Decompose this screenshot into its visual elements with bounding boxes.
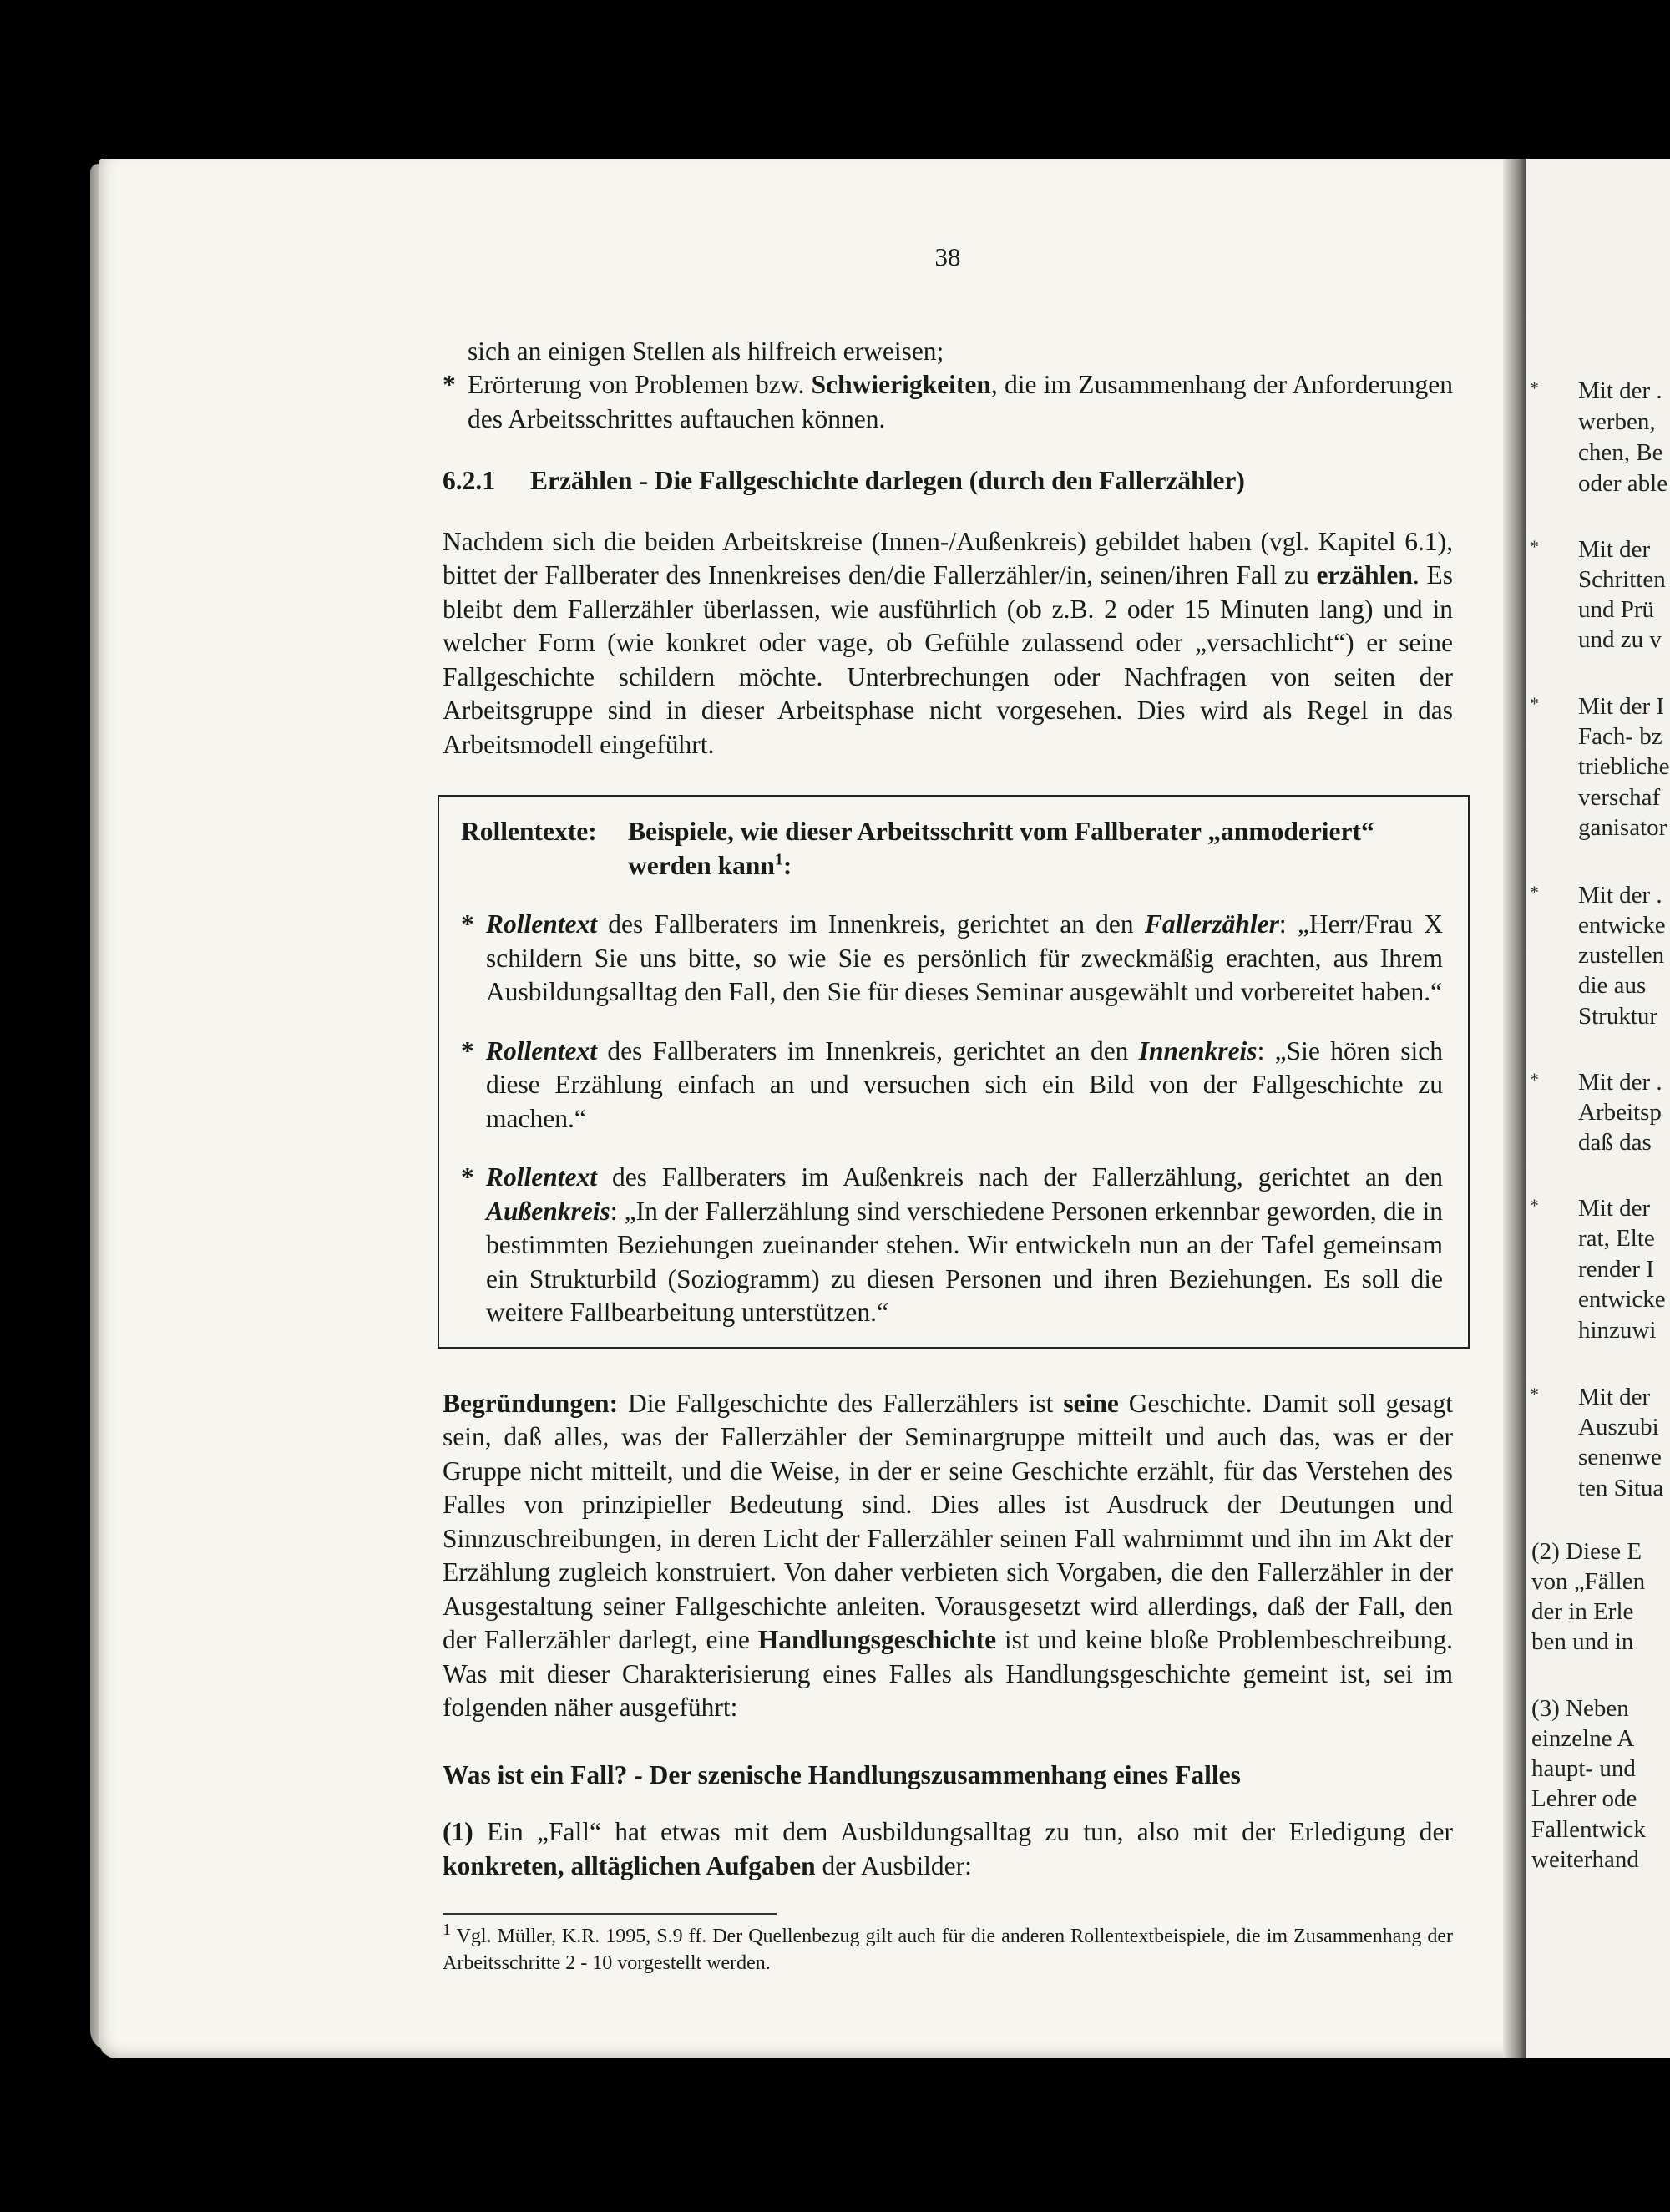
- box-title: Beispiele, wie dieser Arbeitsschritt vom Fallberater „anmoderiert“ werden kann$^1$:: [628, 817, 1374, 880]
- facing-page-line: werben,: [1578, 408, 1656, 435]
- rollentext-target: Fallerzähler: [1144, 909, 1279, 939]
- subheading: Was ist ein Fall? - Der szenische Handlungszusammenhang eines Falles: [443, 1759, 1241, 1789]
- facing-page-line: Fach- bz: [1578, 723, 1662, 750]
- facing-page-line: verschaf: [1578, 784, 1661, 811]
- facing-page-line: zustellen: [1578, 942, 1665, 969]
- rollentext-item: * Rollentext des Fallberaters im Außenkreis nach der Fallerzählung, gerichtet an den Außenkreis: „In der Fallerzählung sind verschiedene Personen erkennbar geworden, die in bestimmten Beziehungen zueinander stehen. Wir entwickeln nun an der Tafel gemeinsam ein Strukturbild (Soziogramm) zu diesen Personen und ihren Beziehungen. Es soll die weitere Fallbearbeitung unterstützen.“: [461, 1162, 1443, 1327]
- facing-page-line: (3) Neben: [1531, 1695, 1629, 1722]
- facing-page-bullet-marker: *: [1530, 1195, 1539, 1216]
- facing-page-bullet-marker: *: [1530, 1384, 1539, 1405]
- bullet-marker: *: [443, 370, 456, 399]
- rollentext-term: Rollentext: [486, 909, 597, 939]
- box-heading: [461, 815, 1443, 883]
- facing-page-bullet-marker: *: [1530, 1069, 1539, 1090]
- intro-bullet: [443, 368, 1453, 436]
- section-title: Erzählen - Die Fallgeschichte darlegen (durch den Fallerzähler): [530, 466, 1245, 495]
- facing-page-line: render I: [1578, 1256, 1654, 1283]
- facing-page-line: ten Situa: [1578, 1475, 1664, 1501]
- facing-page-bullet-marker: *: [1530, 536, 1539, 557]
- facing-page-line: Schritten: [1578, 566, 1666, 593]
- rollentext-item: * Rollentext des Fallberaters im Innenkreis, gerichtet an den Innenkreis: „Sie hören sich diese Erzählung einfach an und versuchen sich ein Bild von der Fallgeschichte zu machen.“: [461, 1035, 1443, 1133]
- facing-page-line: chen, Be: [1578, 439, 1663, 466]
- footnote-ref: 1: [774, 850, 783, 868]
- facing-page-line: einzelne A: [1531, 1725, 1635, 1752]
- paragraph-label: Begründungen:: [443, 1388, 619, 1418]
- paragraph-fall: (1) Ein „Fall“ hat etwas mit dem Ausbildungsalltag zu tun, also mit der Erledigung der konkreten, alltäglichen Aufgaben der Ausbilder:: [443, 1817, 1453, 1880]
- box-label: Rollentexte:: [461, 817, 597, 846]
- section-number: 6.2.1: [443, 466, 495, 495]
- bullet-marker: *: [461, 1035, 474, 1066]
- paragraph-intro: Nachdem sich die beiden Arbeitskreise (Innen-/Außenkreis) gebildet haben (vgl. Kapitel 6.1), bittet der Fallberater des Innenkreises den/die Fallerzähler/in, seinen/ihren Fall zu erzählen. Es bleibt dem Fallerzähler überlassen, wie ausführlich (ob z.B. 2 oder 15 Minuten lang) und in welcher Form (wie konkret oder vage, ob Gefühle zulassend oder „versachlicht“) er seine Fallgeschichte schildern möchte. Unterbrechungen oder Nachfragen von seiten der Arbeitsgruppe sind in dieser Arbeitsphase nicht vorgesehen. Dies wird als Regel in das Arbeitsmodell eingeführt.: [443, 526, 1453, 759]
- facing-page-line: entwicke: [1578, 912, 1666, 939]
- paragraph-begruendungen: Begründungen: Die Fallgeschichte des Fallerzählers ist seine Geschichte. Damit soll gesagt sein, daß alles, was der Fallerzähler der Seminargruppe mitteilt und auch das, was er der Gruppe nicht mitteilt, und die Weise, in der er seine Geschichte erzählt, für das Verstehen des Falles von prinzipieller Bedeutung sind. Dies alles ist Ausdruck der Deutungen und Sinnzuschreibungen, in deren Licht der Fallerzähler seinen Fall wahrnimmt und ihn im Akt der Erzählung zugleich konstruiert. Von daher verbieten sich Vorgaben, die den Fallerzähler in der Ausgestaltung seiner Fallgeschichte anleiten. Vorausgesetzt wird allerdings, daß der Fall, den der Fallerzähler darlegt, eine Handlungsgeschichte ist und keine bloße Problembeschreibung. Was mit dieser Charakterisierung eines Falles als Handlungsgeschichte gemeint ist, sei im folgenden näher ausgeführt:: [443, 1388, 1453, 1722]
- facing-page-line: Struktur: [1578, 1003, 1658, 1030]
- facing-page-line: haupt- und: [1531, 1755, 1636, 1782]
- facing-page-line: Fallentwick: [1531, 1816, 1646, 1843]
- section-heading: [443, 464, 1453, 499]
- rollentext-term: Rollentext: [486, 1035, 597, 1066]
- facing-page-line: hinzuwi: [1578, 1317, 1657, 1344]
- facing-page-line: und zu v: [1578, 626, 1662, 653]
- facing-page-line: Mit der I: [1578, 693, 1665, 720]
- bold-term: Schwierigkeiten: [811, 370, 991, 399]
- footnote: $^1$ Vgl. Müller, K.R. 1995, S.9 ff. Der Quellenbezug gilt auch für die anderen Rollentextbeispiele, die im Zusammenhang der Arbeitsschritte 2 - 10 vorgestellt werden.: [443, 1921, 1453, 1974]
- footnote-rule: [443, 1913, 777, 1915]
- page-content: [443, 240, 1453, 1977]
- facing-page-line: senenwe: [1578, 1444, 1662, 1470]
- paragraph-number: (1): [443, 1817, 473, 1846]
- intro-line: sich an einigen Stellen als hilfreich erweisen;: [468, 336, 944, 366]
- facing-page-line: Mit der .: [1578, 377, 1662, 404]
- facing-page-line: Arbeitsp: [1578, 1099, 1662, 1126]
- facing-page-line: Mit der: [1578, 536, 1651, 563]
- rollentext-item: * Rollentext des Fallberaters im Innenkreis, gerichtet an den Fallerzähler: „Herr/Frau X schildern Sie uns bitte, so wie Sie es persönlich für zweckmäßig erachten, aus Ihrem Ausbildungsalltag den Fall, den Sie für dieses Seminar ausgewählt und vorbereitet haben.“: [461, 909, 1443, 1006]
- facing-page-line: oder able: [1578, 470, 1668, 497]
- facing-page-line: Lehrer ode: [1531, 1785, 1637, 1812]
- rollentext-target: Außenkreis: [486, 1196, 610, 1226]
- rollentexte-box: [438, 795, 1470, 1349]
- facing-page-line: Mit der .: [1578, 882, 1662, 909]
- facing-page-line: (2) Diese E: [1531, 1538, 1642, 1565]
- facing-page-line: ben und in: [1531, 1628, 1634, 1655]
- facing-page-bullet-marker: *: [1530, 882, 1539, 903]
- facing-page-line: von „Fällen: [1531, 1568, 1646, 1595]
- bullet-marker: *: [461, 1162, 474, 1192]
- intro-bullet-text: Erörterung von Problemen bzw. Schwierigkeiten, die im Zusammenhang der Anforderungen des Arbeitsschrittes auftauchen können.: [468, 370, 1453, 433]
- page-number: 38: [934, 242, 961, 271]
- bullet-marker: *: [461, 909, 474, 939]
- book-gutter: [1503, 159, 1528, 2058]
- facing-page-line: der in Erle: [1531, 1598, 1634, 1625]
- facing-page-line: Mit der: [1578, 1195, 1651, 1222]
- facing-page-line: daß das: [1578, 1129, 1652, 1156]
- facing-page: [1526, 159, 1670, 2058]
- facing-page-line: und Prü: [1578, 596, 1655, 623]
- bold-term: erzählen: [1316, 560, 1413, 590]
- facing-page-line: die aus: [1578, 972, 1647, 999]
- rollentext-term: Rollentext: [486, 1162, 597, 1192]
- facing-page-line: Mit der .: [1578, 1069, 1662, 1096]
- footnote-mark: 1: [443, 1921, 451, 1939]
- facing-page-line: ganisator: [1578, 814, 1667, 841]
- facing-page-line: entwicke: [1578, 1286, 1666, 1313]
- facing-page-line: triebliche: [1578, 753, 1670, 780]
- facing-page-bullet-marker: *: [1530, 377, 1539, 398]
- facing-page-line: Auszubi: [1578, 1414, 1659, 1440]
- rollentext-target: Innenkreis: [1138, 1035, 1258, 1066]
- facing-page-line: Mit der: [1578, 1384, 1651, 1410]
- facing-page-line: weiterhand: [1531, 1846, 1639, 1873]
- facing-page-bullet-marker: *: [1530, 693, 1539, 714]
- facing-page-line: rat, Elte: [1578, 1225, 1655, 1252]
